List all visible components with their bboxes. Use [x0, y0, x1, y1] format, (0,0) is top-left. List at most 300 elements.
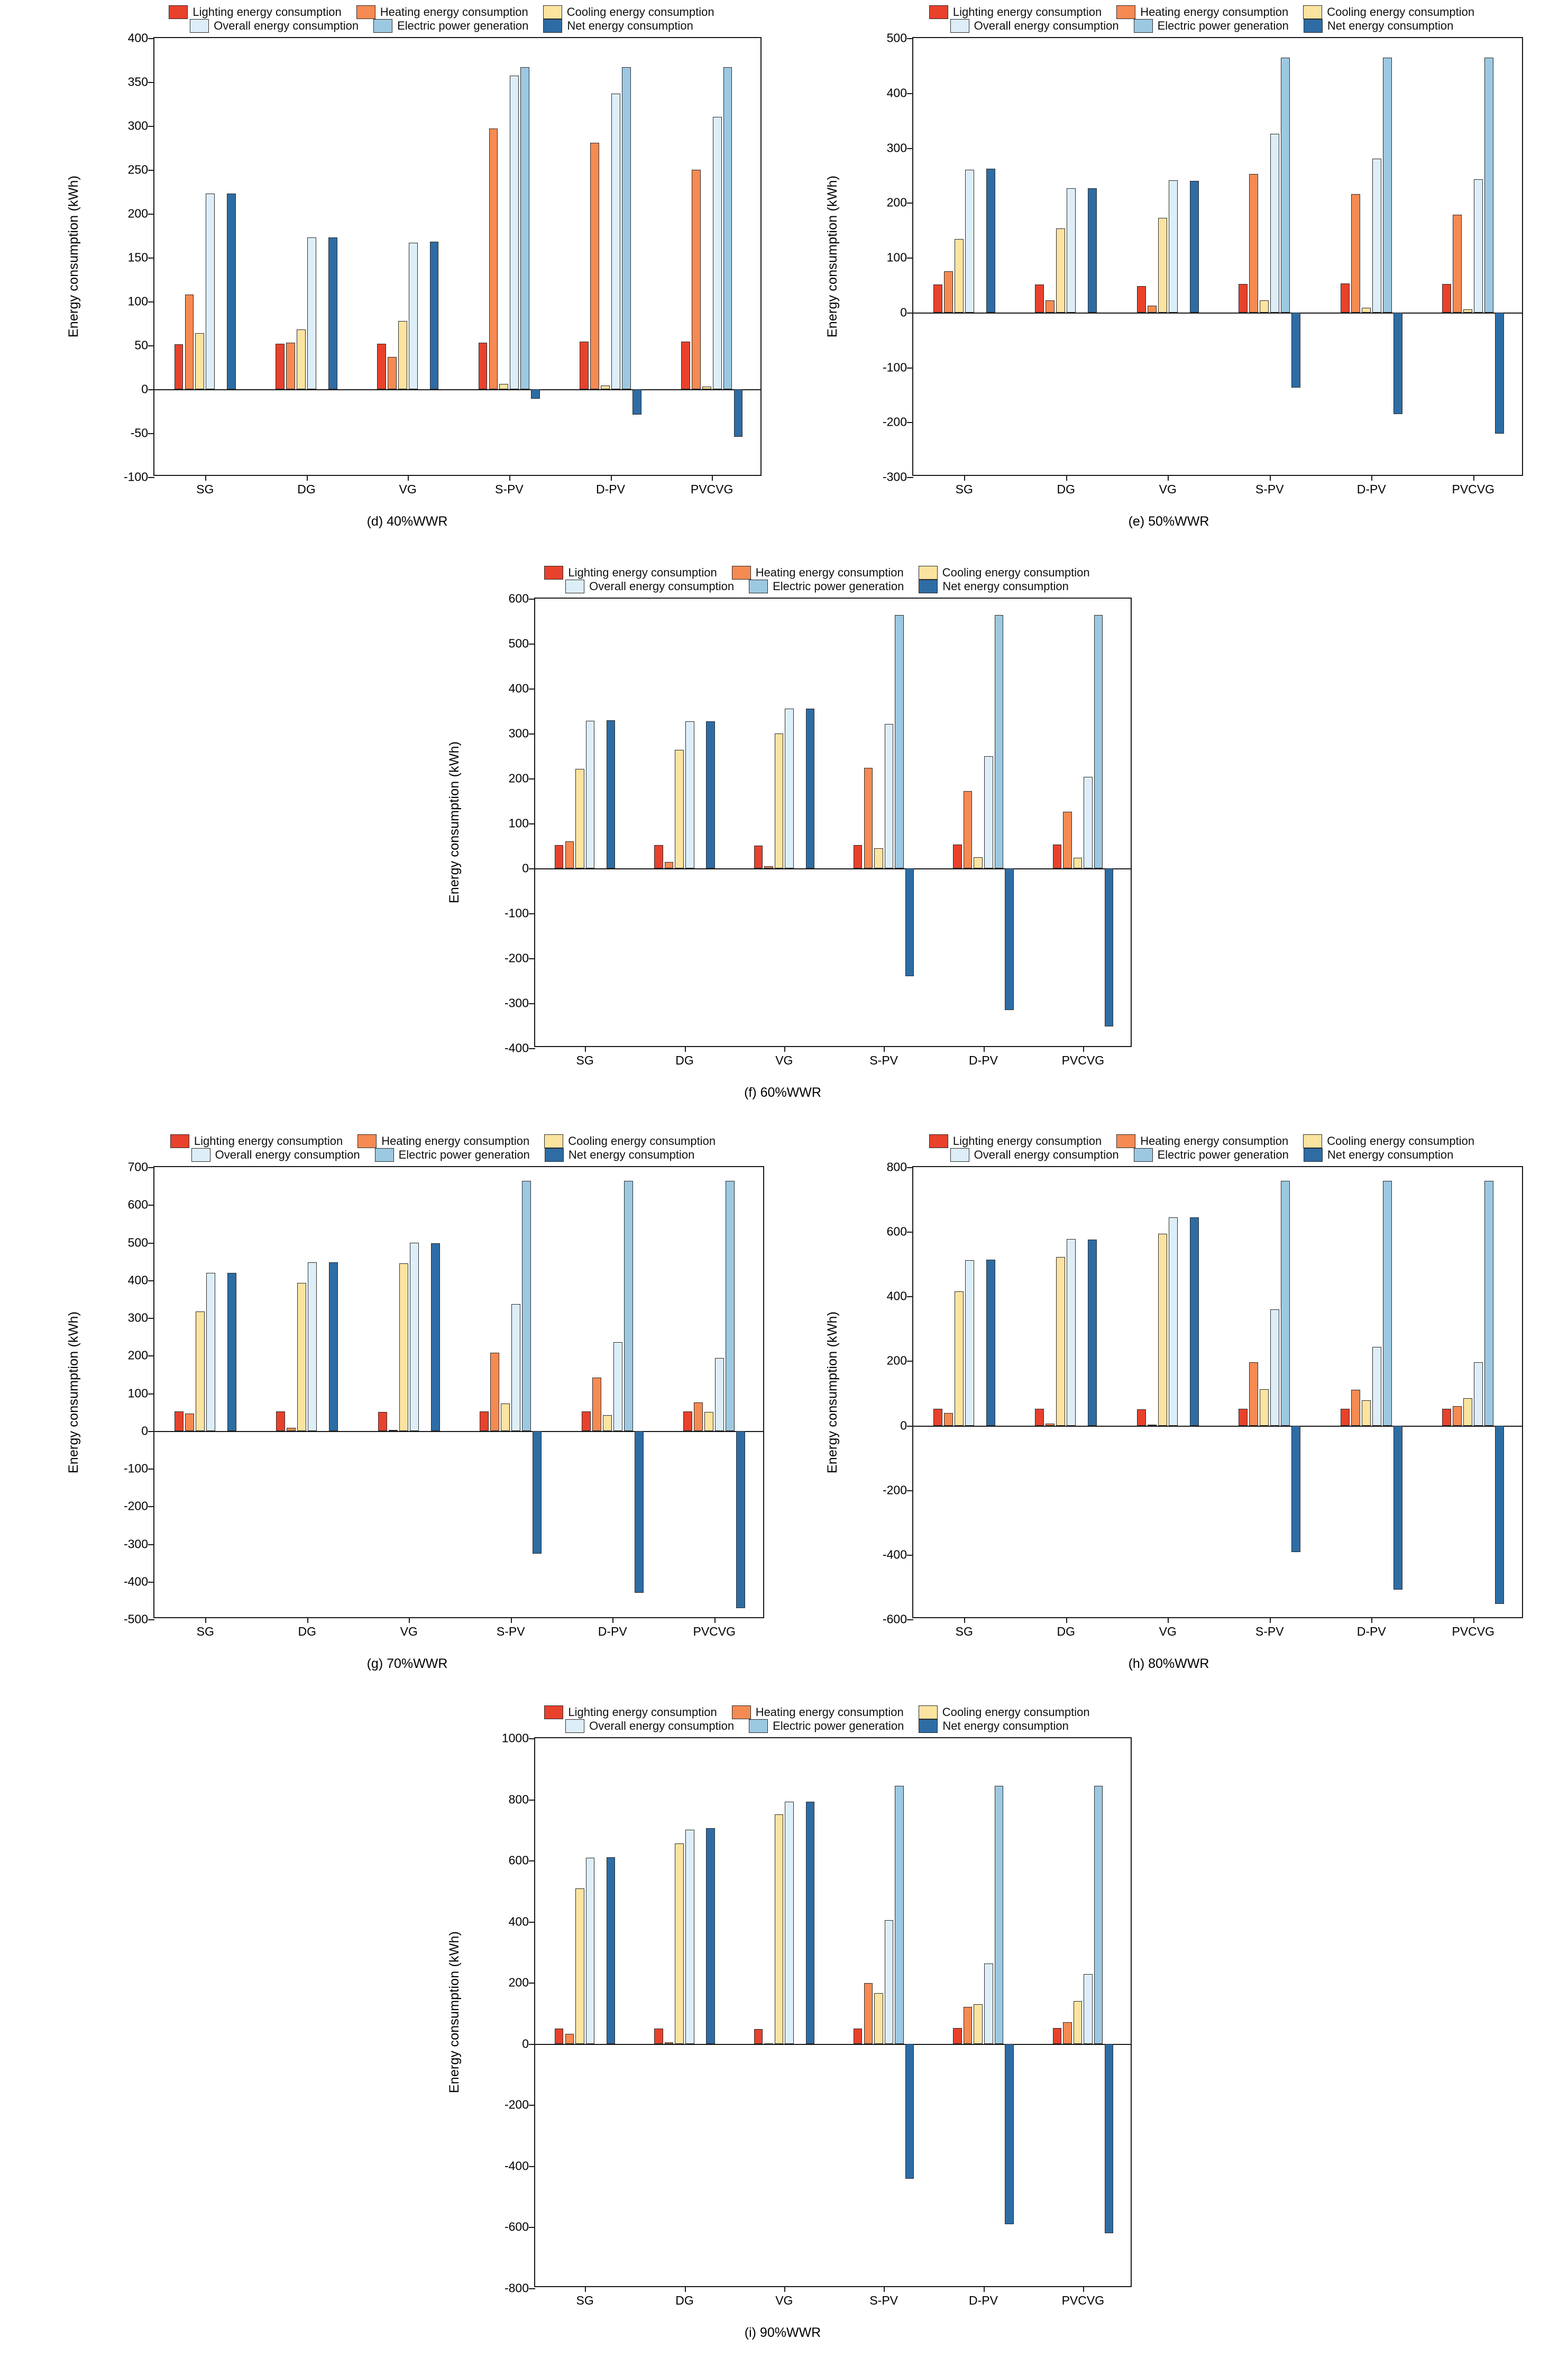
bar [632, 389, 641, 415]
legend-label: Cooling energy consumption [1327, 1134, 1475, 1148]
x-tick-mark [585, 2286, 586, 2292]
x-tick-label: SG [576, 1053, 594, 1067]
y-tick-mark [529, 823, 535, 824]
y-tick-label: 300 [127, 1310, 148, 1325]
x-tick-mark [685, 2286, 686, 2292]
y-tick-mark [529, 913, 535, 914]
y-tick-mark [148, 1393, 154, 1394]
x-tick-mark [408, 475, 409, 481]
y-tick-mark [148, 345, 154, 346]
y-tick-label: 500 [508, 636, 529, 650]
x-tick-mark [1168, 475, 1169, 481]
legend-swatch-icon [544, 1134, 563, 1148]
x-tick-label: VG [399, 482, 417, 496]
legend-label: Electric power generation [773, 580, 904, 593]
chart-legend [90, 5, 793, 33]
legend-swatch-icon [919, 580, 938, 593]
y-tick-mark [529, 2044, 535, 2045]
legend-swatch-icon [544, 566, 563, 580]
legend-swatch-icon [543, 5, 562, 19]
plot-area [123, 31, 762, 496]
zero-axis-line [154, 389, 760, 390]
legend-swatch-icon [732, 1705, 751, 1719]
plot-area [504, 591, 1132, 1067]
y-tick-label: 600 [508, 1853, 529, 1867]
y-tick-mark [907, 1296, 913, 1297]
legend-item [919, 566, 1090, 580]
legend-item [749, 1719, 904, 1733]
bar [1393, 313, 1402, 414]
bar [398, 321, 407, 389]
bar [607, 720, 616, 868]
bar [713, 117, 722, 389]
bar [692, 170, 701, 389]
y-tick-mark [148, 258, 154, 259]
y-tick-label: -300 [504, 996, 529, 1010]
bar [986, 1260, 995, 1425]
y-tick-mark [529, 733, 535, 735]
bar [854, 845, 863, 868]
y-tick-mark [148, 1280, 154, 1281]
legend-swatch-icon [950, 1148, 969, 1162]
bar [1084, 1974, 1093, 2044]
bar [1158, 1234, 1167, 1425]
legend-swatch-icon [169, 5, 188, 19]
bar [706, 1828, 715, 2044]
bar [1249, 1362, 1258, 1426]
y-tick-mark [148, 126, 154, 127]
bar [775, 1814, 784, 2043]
bar [933, 285, 942, 313]
bar [754, 846, 763, 868]
x-tick-label: PVCVG [1061, 1053, 1105, 1067]
bar [1035, 285, 1044, 313]
legend-label: Lighting energy consumption [952, 5, 1102, 19]
legend-item [543, 5, 714, 19]
y-axis-title: Energy consumption (kWh) [825, 1311, 840, 1473]
bar [175, 1411, 184, 1431]
bar [185, 1414, 194, 1431]
legend-label: Heating energy consumption [380, 5, 528, 19]
y-tick-mark [148, 301, 154, 302]
legend-item [732, 1705, 904, 1719]
bar [185, 295, 194, 389]
bar [175, 344, 184, 389]
y-tick-label: 800 [886, 1160, 907, 1174]
legend-item [732, 566, 904, 580]
y-tick-label: 300 [508, 726, 529, 740]
panel-caption: (f) 60%WWR [744, 1085, 821, 1100]
bar [1067, 188, 1076, 312]
bar [864, 768, 873, 868]
bar [1270, 134, 1279, 313]
legend-swatch-icon [929, 5, 948, 19]
bar [1190, 181, 1199, 313]
plot-area [882, 31, 1523, 496]
y-tick-mark [148, 1167, 154, 1168]
bar [715, 1358, 724, 1431]
legend-swatch-icon [356, 5, 375, 19]
legend-label: Electric power generation [397, 19, 529, 32]
bar [196, 1311, 205, 1431]
x-tick-mark [1270, 475, 1271, 481]
y-tick-mark [907, 203, 913, 204]
x-tick-label: DG [1057, 1625, 1075, 1638]
x-tick-label: PVCVG [693, 1625, 736, 1638]
x-tick-label: S-PV [1255, 482, 1284, 496]
bar [1383, 1181, 1392, 1425]
bar [520, 67, 529, 389]
y-tick-label: -200 [504, 951, 529, 965]
x-tick-label: PVCVG [1061, 2293, 1105, 2307]
bar [974, 2004, 983, 2044]
legend-item [929, 5, 1102, 19]
bar [399, 1263, 408, 1430]
bar [874, 848, 883, 868]
bar [575, 769, 584, 868]
y-tick-label: 300 [886, 141, 907, 154]
y-tick-label: 1000 [501, 1731, 529, 1745]
y-tick-mark [148, 433, 154, 434]
legend-swatch-icon [1116, 1134, 1135, 1148]
chart-legend [849, 5, 1555, 33]
bar [297, 1283, 306, 1430]
legend-item [565, 580, 734, 593]
y-tick-mark [148, 1619, 154, 1620]
y-tick-mark [148, 1355, 154, 1356]
y-tick-mark [529, 1983, 535, 1984]
legend-label: Heating energy consumption [381, 1134, 530, 1148]
y-tick-mark [148, 1469, 154, 1470]
y-axis-title: Energy consumption (kWh) [66, 175, 81, 338]
legend-label: Electric power generation [398, 1148, 530, 1161]
x-tick-mark [685, 1046, 686, 1052]
chart-panel-h [791, 1134, 1547, 1684]
bar [586, 1858, 595, 2043]
bar [1474, 179, 1483, 313]
bar [565, 841, 574, 868]
bar [1372, 1347, 1381, 1426]
legend-row [90, 5, 793, 19]
bar [227, 1273, 236, 1431]
y-tick-mark [529, 2105, 535, 2106]
bar [206, 194, 215, 389]
bar [854, 2029, 863, 2044]
bar [1094, 615, 1103, 868]
y-tick-label: 600 [508, 591, 529, 605]
bar [533, 1431, 542, 1554]
bar [287, 1428, 296, 1431]
y-tick-label: 200 [127, 206, 148, 221]
bar [1063, 812, 1072, 868]
bar [1105, 2044, 1114, 2233]
y-tick-label: 0 [522, 861, 529, 875]
legend-row [471, 566, 1163, 580]
bar [1291, 313, 1300, 388]
y-tick-mark [529, 1860, 535, 1861]
y-tick-label: -800 [504, 2281, 529, 2295]
y-tick-label: 100 [508, 816, 529, 830]
legend-item [544, 1705, 717, 1719]
bar [1442, 284, 1451, 313]
bar [1362, 308, 1371, 312]
bar [388, 357, 397, 389]
bar [905, 2044, 914, 2179]
legend-row [90, 19, 793, 33]
bar [1484, 1181, 1493, 1425]
x-tick-label: D-PV [969, 2293, 998, 2307]
legend-label: Overall energy consumption [214, 19, 359, 32]
legend-label: Net energy consumption [1327, 1148, 1454, 1161]
x-tick-label: DG [675, 2293, 694, 2307]
bar [531, 389, 540, 399]
legend-label: Heating energy consumption [755, 1705, 904, 1719]
legend-swatch-icon [545, 1148, 564, 1162]
bar [586, 721, 595, 868]
y-tick-mark [907, 422, 913, 423]
legend-item [1134, 1148, 1289, 1162]
bar [565, 2034, 574, 2043]
y-tick-label: -200 [504, 2097, 529, 2112]
legend-swatch-icon [919, 1719, 938, 1733]
legend-item [929, 1134, 1102, 1148]
y-tick-mark [529, 2227, 535, 2228]
y-tick-label: -200 [882, 415, 907, 429]
legend-label: Overall energy consumption [589, 580, 735, 593]
y-tick-label: 100 [127, 1386, 148, 1400]
y-tick-label: 400 [508, 1914, 529, 1929]
y-tick-mark [148, 1205, 154, 1206]
legend-item [1303, 5, 1474, 19]
x-tick-mark [1083, 2286, 1084, 2292]
y-tick-mark [907, 1490, 913, 1491]
bar [308, 1262, 317, 1430]
bar [1463, 1398, 1472, 1426]
bar [1442, 1409, 1451, 1426]
bar [1190, 1217, 1199, 1426]
bar [665, 2042, 674, 2043]
bar [1239, 1409, 1248, 1425]
bar [511, 1304, 520, 1431]
legend-swatch-icon [170, 1134, 189, 1148]
chart-legend [90, 1134, 796, 1162]
legend-swatch-icon [565, 1719, 584, 1733]
y-tick-mark [907, 1555, 913, 1556]
panel-caption: (h) 80%WWR [1128, 1656, 1209, 1671]
legend-row [849, 1134, 1555, 1148]
bar [984, 1964, 993, 2044]
legend-item [544, 1134, 716, 1148]
legend-item [950, 19, 1119, 33]
legend-label: Lighting energy consumption [952, 1134, 1102, 1148]
zero-axis-line [913, 1426, 1522, 1427]
bar [490, 1353, 499, 1430]
bar [1137, 286, 1146, 313]
x-tick-mark [612, 1617, 613, 1623]
bar [654, 845, 663, 868]
legend-item [190, 19, 359, 33]
bar [510, 76, 519, 389]
legend-item [1303, 1134, 1474, 1148]
bar [1239, 284, 1248, 313]
bar [1495, 1426, 1504, 1604]
bar [389, 1430, 398, 1431]
x-tick-label: SG [576, 2293, 594, 2307]
zero-axis-line [154, 1431, 763, 1432]
y-tick-label: 250 [127, 162, 148, 177]
bar [1281, 1181, 1290, 1425]
legend-swatch-icon [565, 580, 584, 593]
legend-swatch-icon [732, 566, 751, 580]
x-tick-label: VG [775, 2293, 793, 2307]
legend-label: Electric power generation [1157, 19, 1289, 32]
bar [622, 67, 631, 389]
bar [1169, 180, 1178, 313]
y-tick-mark [148, 389, 154, 390]
bar [955, 239, 964, 313]
y-tick-label: 200 [886, 195, 907, 209]
bar [905, 868, 914, 976]
bar [953, 845, 962, 868]
legend-swatch-icon [919, 566, 938, 580]
x-tick-label: D-PV [596, 482, 625, 496]
y-tick-mark [907, 1361, 913, 1362]
x-tick-label: D-PV [1356, 1625, 1386, 1638]
legend-swatch-icon [1134, 19, 1153, 33]
bar [555, 845, 564, 868]
y-tick-label: -400 [504, 2159, 529, 2173]
legend-row [849, 5, 1555, 19]
legend-row [471, 1705, 1163, 1719]
y-tick-mark [907, 1167, 913, 1168]
y-tick-label: 200 [508, 1975, 529, 1989]
y-axis-title: Energy consumption (kWh) [447, 741, 462, 904]
chart-legend [471, 1705, 1163, 1733]
x-tick-mark [784, 1046, 785, 1052]
x-tick-mark [1371, 1617, 1372, 1623]
bar [723, 67, 732, 389]
chart-legend [471, 566, 1163, 593]
bar [1495, 313, 1504, 434]
bar [1084, 777, 1093, 868]
plot-area [882, 1160, 1523, 1638]
bar [276, 1411, 285, 1431]
bar [1453, 1406, 1462, 1426]
bar [944, 1413, 953, 1425]
y-tick-label: 0 [522, 2036, 529, 2051]
legend-swatch-icon [191, 1148, 210, 1162]
bar [489, 129, 498, 389]
bar [1351, 1390, 1360, 1425]
bar [307, 237, 316, 389]
x-tick-mark [511, 1617, 512, 1623]
y-tick-mark [148, 1544, 154, 1545]
y-tick-label: -100 [882, 360, 907, 374]
bar [683, 1411, 692, 1431]
legend-item [565, 1719, 734, 1733]
bar [665, 862, 674, 868]
legend-item [919, 1719, 1068, 1733]
bar [378, 1412, 387, 1431]
panel-caption: (e) 50%WWR [1128, 514, 1209, 529]
x-tick-mark [884, 1046, 885, 1052]
legend-swatch-icon [1303, 1134, 1322, 1148]
zero-axis-line [535, 2044, 1131, 2045]
x-tick-mark [1083, 1046, 1084, 1052]
bar [227, 194, 236, 389]
bar [328, 237, 337, 389]
y-tick-mark [529, 958, 535, 959]
x-tick-mark [1473, 1617, 1474, 1623]
y-tick-mark [529, 2166, 535, 2167]
x-tick-mark [1168, 1617, 1169, 1623]
bar [555, 2029, 564, 2044]
bar [964, 791, 973, 868]
legend-item [170, 1134, 343, 1148]
x-tick-label: DG [298, 1625, 316, 1638]
y-tick-label: -600 [882, 1612, 907, 1626]
legend-swatch-icon [357, 1134, 377, 1148]
x-tick-mark [712, 475, 713, 481]
bar [685, 721, 694, 868]
bar [1053, 2028, 1062, 2044]
legend-item [375, 1148, 530, 1162]
legend-swatch-icon [919, 1705, 938, 1719]
bar [195, 333, 204, 389]
legend-label: Net energy consumption [1327, 19, 1454, 32]
bar [806, 1802, 815, 2044]
chart-panel-i [402, 1705, 1163, 2353]
plot-area [123, 1160, 764, 1638]
bar [1074, 2001, 1083, 2044]
bar [377, 344, 386, 389]
legend-item [1304, 19, 1453, 33]
y-tick-label: 100 [127, 294, 148, 308]
bar [611, 94, 620, 389]
bar [764, 866, 773, 868]
bar [575, 1888, 584, 2044]
legend-label: Net energy consumption [942, 580, 1069, 593]
y-tick-label: 100 [886, 250, 907, 264]
legend-swatch-icon [375, 1148, 394, 1162]
y-tick-label: -300 [882, 470, 907, 484]
bar [1453, 215, 1462, 313]
legend-row [90, 1148, 796, 1162]
bar [1249, 174, 1258, 312]
legend-swatch-icon [929, 1134, 948, 1148]
bar [1270, 1309, 1279, 1426]
bar [964, 2007, 973, 2043]
y-tick-label: 200 [508, 771, 529, 785]
x-tick-label: DG [297, 482, 316, 496]
x-tick-mark [1066, 475, 1067, 481]
bar [1067, 1239, 1076, 1426]
bar [582, 1411, 591, 1431]
bar [1046, 300, 1054, 313]
bar [1474, 1362, 1483, 1426]
y-tick-mark [907, 93, 913, 94]
legend-item [919, 1705, 1090, 1719]
bar [681, 342, 690, 389]
x-tick-label: VG [1159, 482, 1177, 496]
x-tick-label: PVCVG [690, 482, 733, 496]
legend-label: Lighting energy consumption [192, 5, 342, 19]
y-tick-label: -200 [123, 1499, 148, 1513]
legend-swatch-icon [373, 19, 392, 33]
y-tick-label: 600 [886, 1224, 907, 1238]
y-tick-label: -400 [504, 1041, 529, 1055]
y-tick-mark [148, 170, 154, 171]
